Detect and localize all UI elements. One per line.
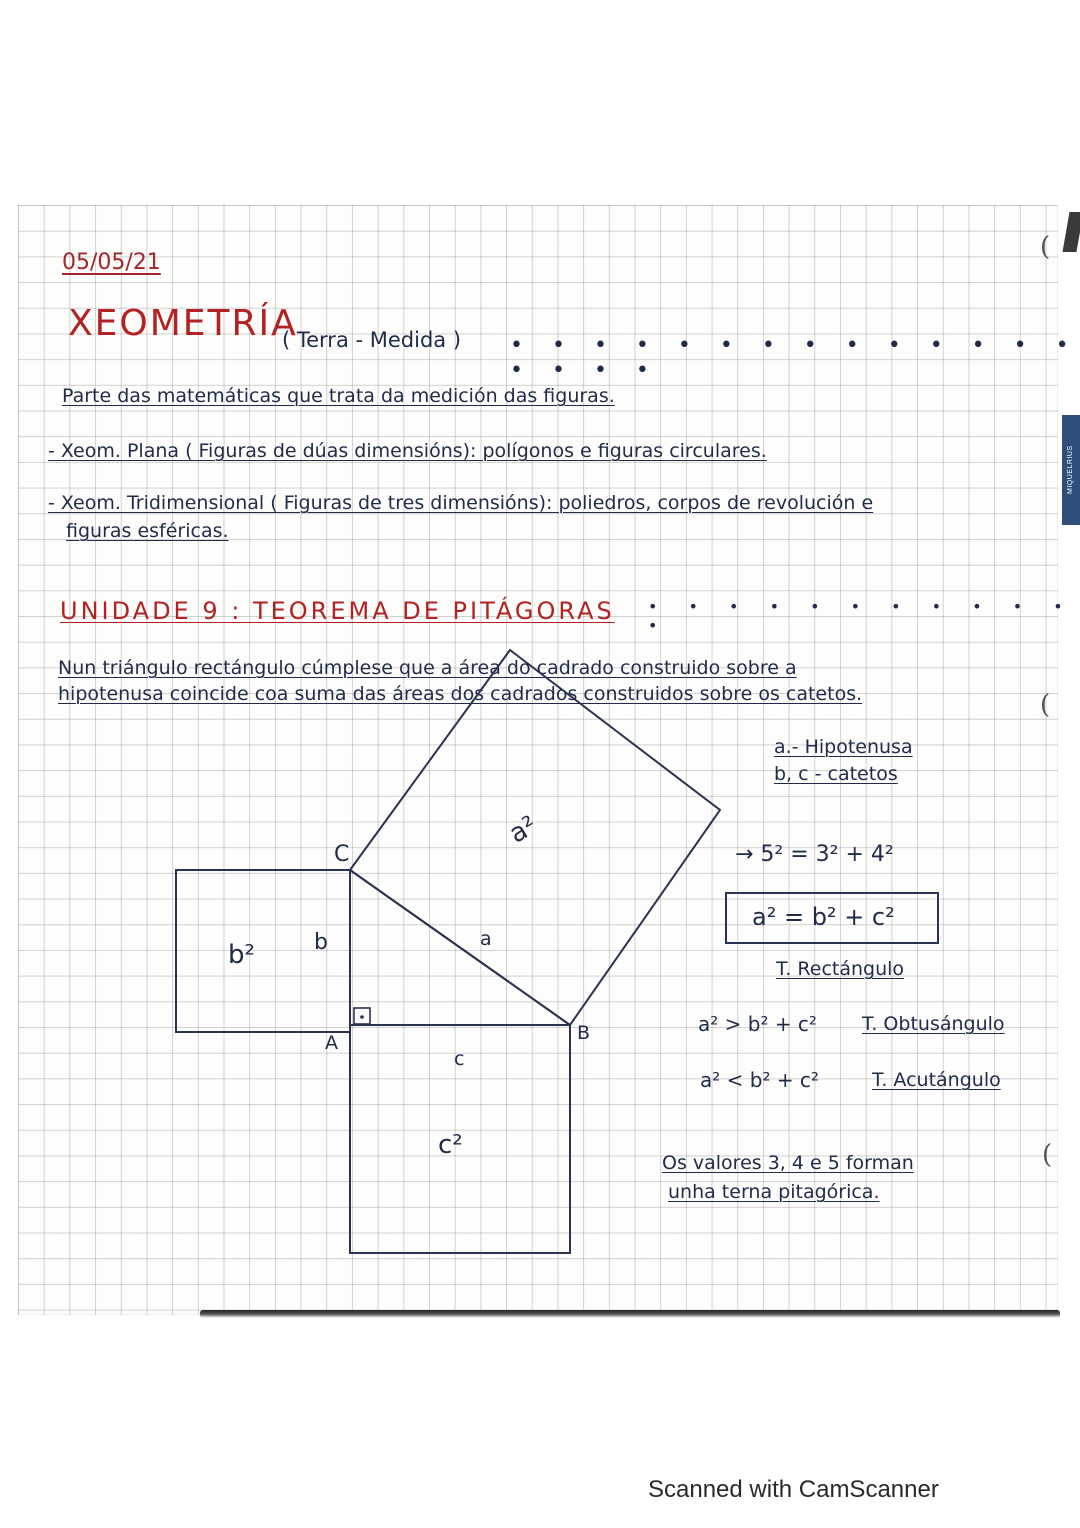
right-triangle-label: T. Rectángulo bbox=[776, 958, 905, 980]
definition: Parte das matemáticas que trata da medición das figuras. bbox=[62, 385, 615, 407]
acute-label: T. Acutángulo bbox=[872, 1069, 1001, 1091]
acute-inequality: a² < b² + c² bbox=[700, 1068, 819, 1092]
bullet-solid-cont: figuras esféricas. bbox=[66, 520, 229, 542]
theorem-line-2: hipotenusa coincide coa suma das áreas dos cadrados construidos sobre os catetos. bbox=[58, 683, 863, 705]
note-line-2: unha terna pitagórica. bbox=[668, 1181, 880, 1203]
margin-mark: ( bbox=[1042, 1140, 1053, 1170]
square-a-label: a² bbox=[504, 810, 543, 850]
bullet-solid: - Xeom. Tridimensional ( Figuras de tres dimensións): poliedros, corpos de revolución e bbox=[48, 492, 874, 514]
note-line-1: Os valores 3, 4 e 5 forman bbox=[662, 1152, 914, 1174]
vertex-c: C bbox=[334, 842, 350, 867]
vertex-b: B bbox=[577, 1022, 591, 1044]
example-equation: → 5² = 3² + 4² bbox=[735, 842, 894, 867]
brand-tab: MIQUELRIUS bbox=[1062, 415, 1080, 525]
page-title: XEOMETRÍA bbox=[68, 303, 298, 344]
unit-heading: UNIDADE 9 : TEOREMA DE PITÁGORAS bbox=[60, 597, 615, 625]
side-c-label: c bbox=[454, 1048, 465, 1070]
dotted-rule: • • • • • • • • • • • • bbox=[648, 597, 1076, 635]
square-c-label: c² bbox=[438, 1130, 463, 1160]
obtuse-label: T. Obtusángulo bbox=[862, 1013, 1005, 1035]
square-b-label: b² bbox=[228, 940, 255, 970]
pythagoras-equation: a² = b² + c² bbox=[752, 903, 895, 931]
scanner-watermark: Scanned with CamScanner bbox=[648, 1476, 939, 1503]
vertex-a: A bbox=[325, 1032, 338, 1054]
obtuse-inequality: a² > b² + c² bbox=[698, 1012, 817, 1036]
hypotenuse-line bbox=[350, 870, 570, 1025]
legend-catetos: b, c - catetos bbox=[774, 763, 898, 785]
title-subtitle: ( Terra - Medida ) bbox=[282, 328, 462, 352]
margin-mark: ( bbox=[1040, 232, 1051, 262]
dotted-rule: • • • • • • • • • • • • • • • • • • bbox=[510, 333, 1080, 383]
side-a-label: a bbox=[480, 928, 492, 950]
side-b-label: b bbox=[314, 930, 328, 955]
margin-mark: ( bbox=[1040, 690, 1051, 720]
theorem-line-1: Nun triángulo rectángulo cúmplese que a área do cadrado construido sobre a bbox=[58, 657, 797, 679]
bullet-plane: - Xeom. Plana ( Figuras de dúas dimensións): polígonos e figuras circulares. bbox=[48, 440, 767, 462]
date: 05/05/21 bbox=[62, 250, 161, 275]
legend-hypotenuse: a.- Hipotenusa bbox=[774, 736, 913, 758]
